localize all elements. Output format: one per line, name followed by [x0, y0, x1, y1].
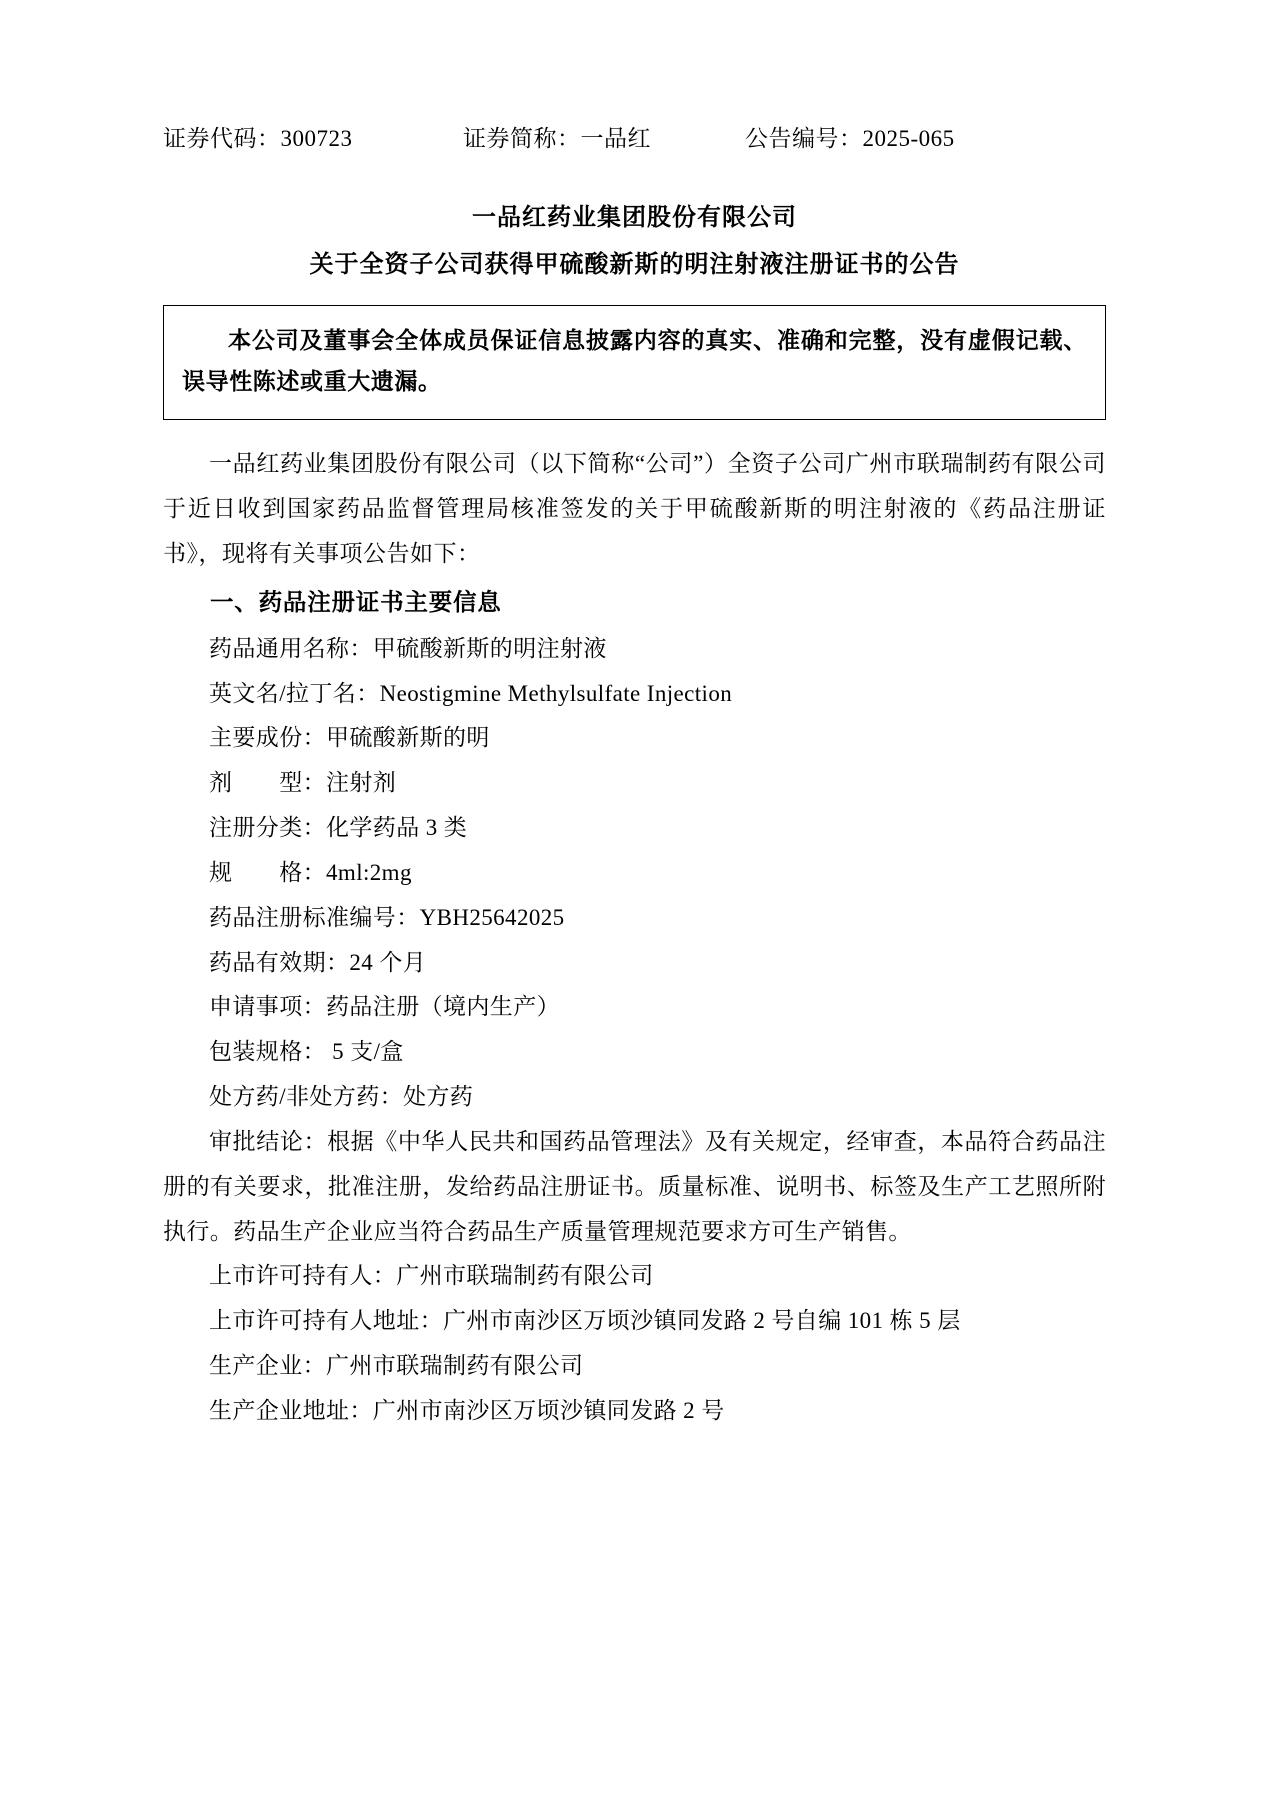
- field-main-ingredient: 主要成份：甲硫酸新斯的明: [209, 725, 490, 751]
- field-application-matter: 申请事项：药品注册（境内生产）: [209, 994, 560, 1020]
- approval-conclusion-paragraph: 审批结论：根据《中华人民共和国药品管理法》及有关规定，经审查，本品符合药品注册的有关要求，批准注册，发给药品注册证书。质量标准、说明书、标签及生产工艺照所附执行。药品生产企业应当符合药品生产质量管理规范要求方可生产销售。: [163, 1128, 1106, 1244]
- section-title-one: 一、药品注册证书主要信息: [210, 589, 502, 616]
- field-manufacturer-address: 生产企业地址：广州市南沙区万顷沙镇同发路 2 号: [209, 1398, 725, 1423]
- notice-number: 公告编号：2025-065: [745, 126, 955, 151]
- field-dosage-form: 剂 型：注射剂: [209, 770, 397, 796]
- announcement-subject-title: 关于全资子公司获得甲硫酸新斯的明注射液注册证书的公告: [309, 251, 960, 278]
- field-generic-name: 药品通用名称：甲硫酸新斯的明注射液: [209, 635, 607, 661]
- disclaimer-box: [163, 305, 1106, 421]
- field-standard-number: 药品注册标准编号：YBH25642025: [209, 904, 565, 930]
- field-package-specification: 包装规格： 5 支/盒: [209, 1039, 404, 1065]
- field-prescription-type: 处方药/非处方药：处方药: [209, 1084, 474, 1110]
- disclaimer-text: 本公司及董事会全体成员保证信息披露内容的真实、准确和完整，没有虚假记载、误导性陈述或重大遗漏。: [182, 327, 1087, 395]
- intro-paragraph: 一品红药业集团股份有限公司（以下简称“公司”）全资子公司广州市联瑞制药有限公司于近日收到国家药品监督管理局核准签发的关于甲硫酸新斯的明注射液的《药品注册证书》，现将有关事项公告如下：: [163, 451, 1106, 566]
- security-abbreviation: 证券简称：一品红: [463, 126, 651, 151]
- field-specification: 规 格：4ml:2mg: [209, 859, 412, 885]
- document-content: [163, 120, 1106, 1434]
- field-english-name: 英文名/拉丁名：Neostigmine Methylsulfate Injection: [209, 680, 733, 706]
- page-title: [163, 195, 1106, 289]
- field-shelf-life: 药品有效期：24 个月: [209, 949, 427, 975]
- field-manufacturer: 生产企业：广州市联瑞制药有限公司: [209, 1353, 584, 1379]
- security-code: 证券代码：300723: [163, 126, 353, 151]
- field-registration-category: 注册分类：化学药品 3 类: [209, 815, 468, 841]
- document-header-line: [163, 120, 1106, 153]
- field-mah-address: 上市许可持有人地址：广州市南沙区万顷沙镇同发路 2 号自编 101 栋 5 层: [209, 1308, 961, 1334]
- field-mah-holder: 上市许可持有人：广州市联瑞制药有限公司: [209, 1263, 654, 1289]
- company-name-title: 一品红药业集团股份有限公司: [472, 205, 797, 231]
